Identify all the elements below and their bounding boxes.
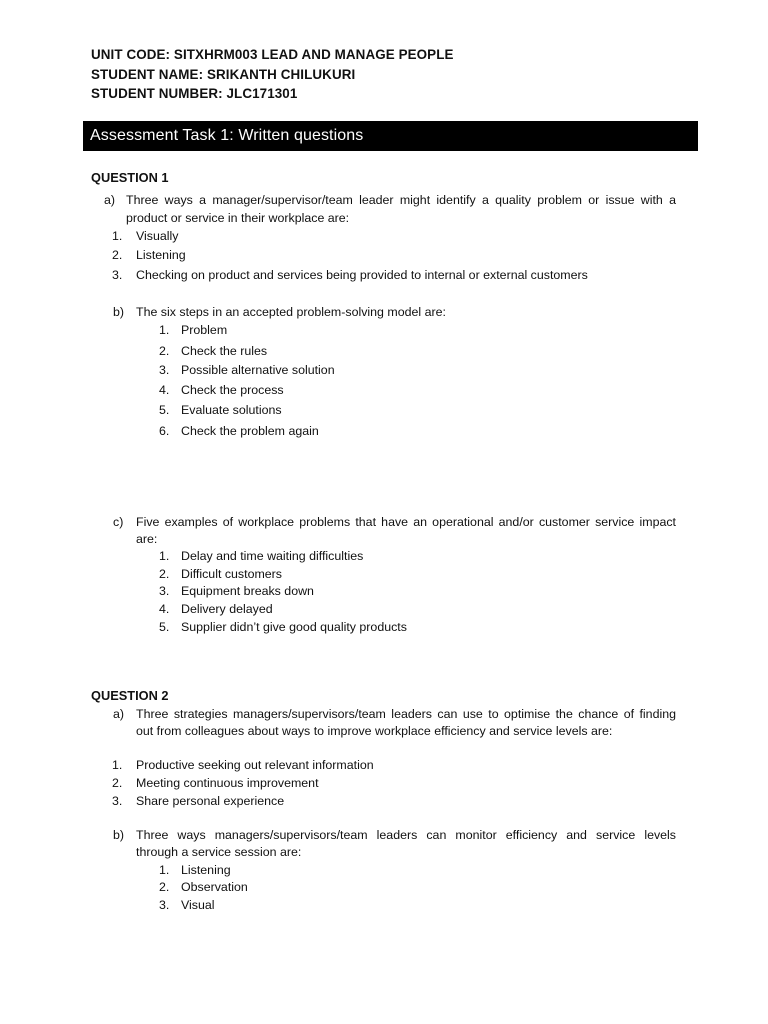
q1b-item-2-number: 2. (159, 344, 170, 358)
unit-code: UNIT CODE: SITXHRM003 LEAD AND MANAGE PEOPLE (91, 47, 454, 62)
q1a-marker: a) (104, 193, 116, 207)
q1b-text-line1: The six steps in an accepted problem-solving model are: (136, 305, 446, 319)
q1b-item-1-text: Problem (181, 323, 228, 337)
q2b-text-line2: through a service session are: (136, 845, 302, 859)
banner-title: Assessment Task 1: Written questions (90, 127, 364, 144)
q1c-item-1-number: 1. (159, 549, 170, 563)
q2a-item-1-text: Productive seeking out relevant information (136, 758, 374, 772)
q2a-item-2-text: Meeting continuous improvement (136, 776, 319, 790)
q1a-text-line2: product or service in their workplace are: (126, 211, 350, 225)
q2b-item-2-text: Observation (181, 880, 248, 894)
q1b-item-3-number: 3. (159, 363, 170, 377)
q2a-text-line2: out from colleagues about ways to improve workplace efficiency and service levels are: (136, 724, 613, 738)
q2b-marker: b) (113, 828, 125, 842)
student-name: STUDENT NAME: SRIKANTH CHILUKURI (91, 67, 356, 82)
q1c-item-5-text: Supplier didn’t give good quality products (181, 620, 407, 634)
q2a-item-3-number: 3. (112, 794, 123, 808)
q2a-item-3-text: Share personal experience (136, 794, 285, 808)
q1a-item-2-number: 2. (112, 248, 123, 262)
q1c-text-line2: are: (136, 532, 158, 546)
q1b-item-5-text: Evaluate solutions (181, 403, 282, 417)
q1b-item-3-text: Possible alternative solution (181, 363, 335, 377)
q1c-marker: c) (113, 515, 124, 529)
q1c-item-3-text: Equipment breaks down (181, 584, 314, 598)
q1a-item-3-text: Checking on product and services being provided to internal or external customers (136, 268, 588, 282)
q1c-item-1-text: Delay and time waiting difficulties (181, 549, 364, 563)
q1b-item-1-number: 1. (159, 323, 170, 337)
q1c-item-3-number: 3. (159, 584, 170, 598)
q1c-item-2-text: Difficult customers (181, 567, 282, 581)
q2b-item-3-number: 3. (159, 898, 170, 912)
q1c-item-2-number: 2. (159, 567, 170, 581)
q1b-item-4-text: Check the process (181, 383, 284, 397)
q2a-text-line1: Three strategies managers/supervisors/team leaders can use to optimise the chance of finding (136, 707, 676, 721)
q2a-marker: a) (113, 707, 125, 721)
q2b-item-3-text: Visual (181, 898, 215, 912)
q1a-item-1-text: Visually (136, 229, 179, 243)
q1b-item-6-text: Check the problem again (181, 424, 319, 438)
q1b-item-4-number: 4. (159, 383, 170, 397)
q1b-marker: b) (113, 305, 125, 319)
q1a-text-line1: Three ways a manager/supervisor/team leader might identify a quality problem or issue with a (126, 193, 676, 207)
q2a-item-2-number: 2. (112, 776, 123, 790)
q1b-item-2-text: Check the rules (181, 344, 268, 358)
q1c-item-5-number: 5. (159, 620, 170, 634)
q1c-text-line1: Five examples of workplace problems that have an operational and/or customer service impact (136, 515, 676, 529)
question-1-heading: QUESTION 1 (91, 170, 169, 185)
student-number: STUDENT NUMBER: JLC171301 (91, 86, 298, 101)
q2b-item-1-number: 1. (159, 863, 170, 877)
q2b-text-line1: Three ways managers/supervisors/team leaders can monitor efficiency and service levels (136, 828, 676, 842)
q2b-item-2-number: 2. (159, 880, 170, 894)
q1a-item-1-number: 1. (112, 229, 123, 243)
q1b-item-5-number: 5. (159, 403, 170, 417)
assessment-banner (83, 121, 698, 151)
q2b-item-1-text: Listening (181, 863, 231, 877)
q1c-item-4-text: Delivery delayed (181, 602, 273, 616)
question-2-heading: QUESTION 2 (91, 688, 169, 703)
q1a-item-3-number: 3. (112, 268, 123, 282)
q1a-item-2-text: Listening (136, 248, 186, 262)
q1c-item-4-number: 4. (159, 602, 170, 616)
q1b-item-6-number: 6. (159, 424, 170, 438)
q2a-item-1-number: 1. (112, 758, 123, 772)
